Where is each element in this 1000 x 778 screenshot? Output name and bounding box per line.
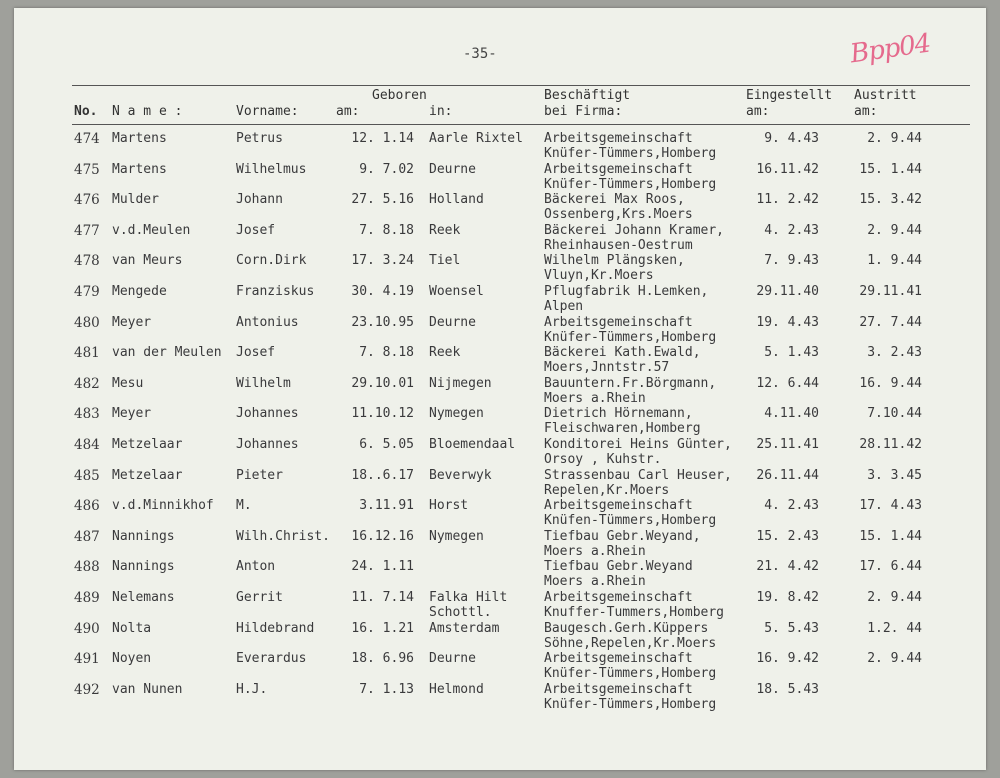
record-austritt: 16. 9.44 bbox=[859, 375, 922, 391]
record-geboren-in: Deurne bbox=[429, 651, 476, 667]
record-firma-line2: Knüfer-Tümmers,Homberg bbox=[544, 666, 717, 682]
record-number: 480 bbox=[74, 314, 100, 331]
record-geboren-am: 7. 8.18 bbox=[359, 222, 414, 238]
record-firma-line2: Moers a.Rhein bbox=[544, 390, 646, 406]
header-vorname: Vorname: bbox=[236, 104, 299, 119]
header-geboren: Geboren bbox=[372, 88, 427, 103]
header-austritt-am: am: bbox=[854, 104, 878, 119]
table-row bbox=[14, 468, 986, 498]
record-geboren-in: Tiel bbox=[429, 253, 461, 269]
record-eingestellt: 7. 9.43 bbox=[764, 253, 819, 269]
record-number: 477 bbox=[74, 222, 100, 239]
record-geboren-am: 17. 3.24 bbox=[351, 253, 414, 269]
record-firma-line2: Knüfer-Tümmers,Homberg bbox=[544, 329, 717, 345]
table-row bbox=[14, 406, 986, 436]
record-austritt: 2. 9.44 bbox=[867, 131, 922, 146]
record-name: van Meurs bbox=[112, 253, 183, 269]
record-firma-line1: Dietrich Hörnemann, bbox=[544, 406, 693, 422]
record-austritt: 28.11.42 bbox=[859, 437, 922, 452]
header-eingestellt-am: am: bbox=[746, 104, 770, 119]
record-name: Mengede bbox=[112, 284, 167, 299]
record-vorname: Hildebrand bbox=[236, 620, 315, 636]
record-firma-line2: Söhne,Repelen,Kr.Moers bbox=[544, 635, 717, 651]
record-number: 474 bbox=[74, 131, 100, 147]
table-row bbox=[14, 529, 986, 559]
record-geboren-in: Reek bbox=[429, 345, 461, 361]
record-eingestellt: 16.11.42 bbox=[756, 161, 819, 177]
header-geboren-am: am: bbox=[336, 104, 360, 119]
record-eingestellt: 4. 2.43 bbox=[764, 498, 819, 514]
record-geboren-am: 7. 1.13 bbox=[359, 681, 414, 697]
record-austritt: 17. 6.44 bbox=[859, 559, 922, 575]
record-number: 479 bbox=[74, 284, 100, 300]
record-vorname: Everardus bbox=[236, 651, 307, 667]
record-eingestellt: 21. 4.42 bbox=[756, 559, 819, 575]
table-row bbox=[14, 590, 986, 620]
record-name: Meyer bbox=[112, 406, 152, 422]
record-firma-line1: Arbeitsgemeinschaft bbox=[544, 681, 693, 697]
record-name: Meyer bbox=[112, 314, 152, 330]
record-number: 492 bbox=[74, 681, 100, 698]
record-eingestellt: 9. 4.43 bbox=[764, 131, 819, 146]
record-geboren-in: Holland bbox=[429, 192, 484, 208]
header-rule-bottom bbox=[72, 124, 970, 125]
record-eingestellt: 15. 2.43 bbox=[756, 528, 819, 544]
record-eingestellt: 18. 5.43 bbox=[756, 681, 819, 697]
record-vorname: Josef bbox=[236, 345, 276, 361]
record-geboren-am: 23.10.95 bbox=[351, 314, 414, 330]
record-geboren-am: 27. 5.16 bbox=[351, 192, 414, 208]
record-firma-line2: Ossenberg,Krs.Moers bbox=[544, 207, 693, 223]
record-vorname: Wilhelm bbox=[236, 375, 291, 391]
record-geboren-am: 30. 4.19 bbox=[351, 284, 414, 299]
record-geboren-in: Nymegen bbox=[429, 406, 484, 422]
record-geboren-in: Nijmegen bbox=[429, 375, 492, 391]
record-vorname: H.J. bbox=[236, 681, 268, 697]
record-number: 491 bbox=[74, 651, 100, 668]
table-row bbox=[14, 315, 986, 345]
record-austritt: 1. 9.44 bbox=[867, 253, 922, 269]
table-row bbox=[14, 559, 986, 589]
record-firma-line1: Arbeitsgemeinschaft bbox=[544, 161, 693, 177]
record-firma-line1: Tiefbau Gebr.Weyand bbox=[544, 559, 693, 575]
table-row bbox=[14, 437, 986, 467]
record-eingestellt: 25.11.41 bbox=[756, 437, 819, 452]
record-name: Nelemans bbox=[112, 590, 175, 605]
record-number: 487 bbox=[74, 528, 100, 545]
record-number: 485 bbox=[74, 467, 100, 484]
record-geboren-in-line2: Schottl. bbox=[429, 605, 492, 620]
record-geboren-am: 18..6.17 bbox=[351, 467, 414, 483]
record-geboren-in: Reek bbox=[429, 222, 461, 238]
record-geboren-am: 3.11.91 bbox=[359, 498, 414, 514]
record-vorname: Johannes bbox=[236, 406, 299, 422]
header-austritt: Austritt bbox=[854, 88, 917, 103]
record-firma-line2: Knüfer-Tümmers,Homberg bbox=[544, 146, 717, 161]
record-firma-line2: Vluyn,Kr.Moers bbox=[544, 268, 654, 284]
record-name: Noyen bbox=[112, 651, 152, 667]
record-eingestellt: 5. 1.43 bbox=[764, 345, 819, 361]
record-firma-line1: Bäckerei Johann Kramer, bbox=[544, 222, 725, 238]
table-row bbox=[14, 223, 986, 253]
record-geboren-in: Beverwyk bbox=[429, 467, 492, 483]
table-row bbox=[14, 284, 986, 314]
record-firma-line2: Knüfer-Tümmers,Homberg bbox=[544, 176, 717, 192]
record-vorname: Anton bbox=[236, 559, 276, 575]
record-firma-line2: Orsoy , Kuhstr. bbox=[544, 452, 662, 467]
table-row bbox=[14, 162, 986, 192]
record-firma-line1: Wilhelm Plängsken, bbox=[544, 253, 685, 269]
record-name: van der Meulen bbox=[112, 345, 222, 361]
record-firma-line2: Repelen,Kr.Moers bbox=[544, 482, 670, 498]
record-eingestellt: 11. 2.42 bbox=[756, 192, 819, 208]
record-vorname: M. bbox=[236, 498, 252, 514]
record-austritt: 15. 1.44 bbox=[859, 528, 922, 544]
record-firma-line2: Knüfer-Tümmers,Homberg bbox=[544, 696, 717, 712]
record-number: 483 bbox=[74, 406, 100, 423]
table-row bbox=[14, 651, 986, 681]
record-firma-line2: Rheinhausen-Oestrum bbox=[544, 237, 693, 253]
header-geboren-in: in: bbox=[429, 104, 453, 119]
record-vorname: Wilh.Christ. bbox=[236, 528, 330, 544]
record-vorname: Petrus bbox=[236, 131, 283, 146]
record-number: 475 bbox=[74, 161, 100, 178]
record-austritt: 7.10.44 bbox=[867, 406, 922, 422]
record-geboren-in: Falka Hilt bbox=[429, 590, 508, 605]
record-austritt: 29.11.41 bbox=[859, 284, 922, 299]
header-eingestellt: Eingestellt bbox=[746, 88, 833, 103]
table-row bbox=[14, 253, 986, 283]
record-name: Martens bbox=[112, 161, 167, 177]
record-austritt: 27. 7.44 bbox=[859, 314, 922, 330]
record-austritt: 17. 4.43 bbox=[859, 498, 922, 514]
record-firma-line2: Knüfen-Tümmers,Homberg bbox=[544, 513, 717, 529]
record-firma-line2: Fleischwaren,Homberg bbox=[544, 421, 701, 437]
record-name: v.d.Minnikhof bbox=[112, 498, 214, 514]
record-number: 486 bbox=[74, 498, 100, 515]
record-geboren-am: 16. 1.21 bbox=[351, 620, 414, 636]
record-geboren-in: Amsterdam bbox=[429, 620, 500, 636]
record-firma-line1: Tiefbau Gebr.Weyand, bbox=[544, 528, 701, 544]
record-geboren-in: Nymegen bbox=[429, 528, 484, 544]
record-geboren-in: Bloemendaal bbox=[429, 437, 516, 452]
record-geboren-am: 29.10.01 bbox=[351, 375, 414, 391]
header-beschaeftigt: Beschäftigt bbox=[544, 88, 631, 103]
record-eingestellt: 12. 6.44 bbox=[756, 375, 819, 391]
table-row bbox=[14, 131, 986, 161]
record-eingestellt: 4.11.40 bbox=[764, 406, 819, 422]
record-vorname: Johannes bbox=[236, 437, 299, 452]
record-eingestellt: 5. 5.43 bbox=[764, 620, 819, 636]
record-firma-line2: Moers,Jnntstr.57 bbox=[544, 360, 670, 376]
record-name: Mulder bbox=[112, 192, 159, 208]
record-firma-line1: Pflugfabrik H.Lemken, bbox=[544, 284, 709, 299]
page-number: -35- bbox=[463, 46, 497, 62]
record-vorname: Josef bbox=[236, 222, 276, 238]
record-firma-line1: Arbeitsgemeinschaft bbox=[544, 314, 693, 330]
record-geboren-am: 18. 6.96 bbox=[351, 651, 414, 667]
record-austritt: 15. 3.42 bbox=[859, 192, 922, 208]
record-geboren-in: Aarle Rixtel bbox=[429, 131, 523, 146]
header-rule-top bbox=[72, 85, 970, 86]
record-name: van Nunen bbox=[112, 681, 183, 697]
record-firma-line1: Bäckerei Kath.Ewald, bbox=[544, 345, 701, 361]
record-geboren-am: 24. 1.11 bbox=[351, 559, 414, 575]
record-austritt: 1.2. 44 bbox=[867, 620, 922, 636]
table-row bbox=[14, 621, 986, 651]
record-vorname: Wilhelmus bbox=[236, 161, 307, 177]
record-firma-line1: Arbeitsgemeinschaft bbox=[544, 590, 693, 605]
record-austritt: 2. 9.44 bbox=[867, 651, 922, 667]
record-number: 481 bbox=[74, 345, 100, 362]
record-name: Nannings bbox=[112, 559, 175, 575]
record-austritt: 3. 3.45 bbox=[867, 467, 922, 483]
record-vorname: Johann bbox=[236, 192, 283, 208]
record-geboren-am: 16.12.16 bbox=[351, 528, 414, 544]
record-number: 488 bbox=[74, 559, 100, 576]
record-name: Martens bbox=[112, 131, 167, 146]
record-name: v.d.Meulen bbox=[112, 222, 191, 238]
table-row bbox=[14, 498, 986, 528]
record-name: Nannings bbox=[112, 528, 175, 544]
record-firma-line2: Moers a.Rhein bbox=[544, 543, 646, 559]
record-vorname: Pieter bbox=[236, 467, 283, 483]
record-geboren-in: Woensel bbox=[429, 284, 484, 299]
record-vorname: Gerrit bbox=[236, 590, 283, 605]
header-name: N a m e : bbox=[112, 104, 183, 119]
record-firma-line1: Arbeitsgemeinschaft bbox=[544, 651, 693, 667]
record-firma-line1: Arbeitsgemeinschaft bbox=[544, 498, 693, 514]
record-geboren-am: 7. 8.18 bbox=[359, 345, 414, 361]
record-vorname: Corn.Dirk bbox=[236, 253, 307, 269]
record-firma-line1: Strassenbau Carl Heuser, bbox=[544, 467, 732, 483]
record-number: 476 bbox=[74, 192, 100, 209]
record-geboren-in: Helmond bbox=[429, 681, 484, 697]
record-geboren-am: 12. 1.14 bbox=[351, 131, 414, 146]
record-geboren-am: 9. 7.02 bbox=[359, 161, 414, 177]
table-row bbox=[14, 376, 986, 406]
record-eingestellt: 4. 2.43 bbox=[764, 222, 819, 238]
record-name: Metzelaar bbox=[112, 437, 183, 452]
record-eingestellt: 19. 4.43 bbox=[756, 314, 819, 330]
record-number: 482 bbox=[74, 375, 100, 392]
record-eingestellt: 29.11.40 bbox=[756, 284, 819, 299]
record-geboren-in: Horst bbox=[429, 498, 469, 514]
record-firma-line2: Moers a.Rhein bbox=[544, 574, 646, 590]
record-name: Mesu bbox=[112, 375, 144, 391]
record-firma-line1: Baugesch.Gerh.Küppers bbox=[544, 620, 709, 636]
record-geboren-in: Deurne bbox=[429, 161, 476, 177]
record-eingestellt: 19. 8.42 bbox=[756, 590, 819, 605]
record-name: Nolta bbox=[112, 620, 152, 636]
table-row bbox=[14, 682, 986, 712]
record-vorname: Franziskus bbox=[236, 284, 315, 299]
header-firma: bei Firma: bbox=[544, 104, 623, 119]
table-row bbox=[14, 192, 986, 222]
record-geboren-in: Deurne bbox=[429, 314, 476, 330]
record-austritt: 2. 9.44 bbox=[867, 222, 922, 238]
record-number: 489 bbox=[74, 590, 100, 606]
record-geboren-am: 11.10.12 bbox=[351, 406, 414, 422]
record-eingestellt: 26.11.44 bbox=[756, 467, 819, 483]
record-eingestellt: 16. 9.42 bbox=[756, 651, 819, 667]
record-firma-line2: Knuffer-Tummers,Homberg bbox=[544, 605, 725, 620]
record-number: 490 bbox=[74, 620, 100, 637]
record-number: 484 bbox=[74, 437, 100, 453]
document-page bbox=[14, 8, 986, 770]
handwritten-stamp: Bpp04 bbox=[848, 28, 933, 70]
record-name: Metzelaar bbox=[112, 467, 183, 483]
record-firma-line2: Alpen bbox=[544, 299, 584, 314]
record-vorname: Antonius bbox=[236, 314, 299, 330]
record-firma-line1: Bauuntern.Fr.Börgmann, bbox=[544, 375, 717, 391]
record-austritt: 15. 1.44 bbox=[859, 161, 922, 177]
record-firma-line1: Bäckerei Max Roos, bbox=[544, 192, 685, 208]
record-firma-line1: Arbeitsgemeinschaft bbox=[544, 131, 693, 146]
table-row bbox=[14, 345, 986, 375]
record-geboren-am: 11. 7.14 bbox=[351, 590, 414, 605]
record-firma-line1: Konditorei Heins Günter, bbox=[544, 437, 732, 452]
record-austritt: 3. 2.43 bbox=[867, 345, 922, 361]
header-no: No. bbox=[74, 104, 98, 119]
record-geboren-am: 6. 5.05 bbox=[359, 437, 414, 452]
record-number: 478 bbox=[74, 253, 100, 270]
record-austritt: 2. 9.44 bbox=[867, 590, 922, 605]
